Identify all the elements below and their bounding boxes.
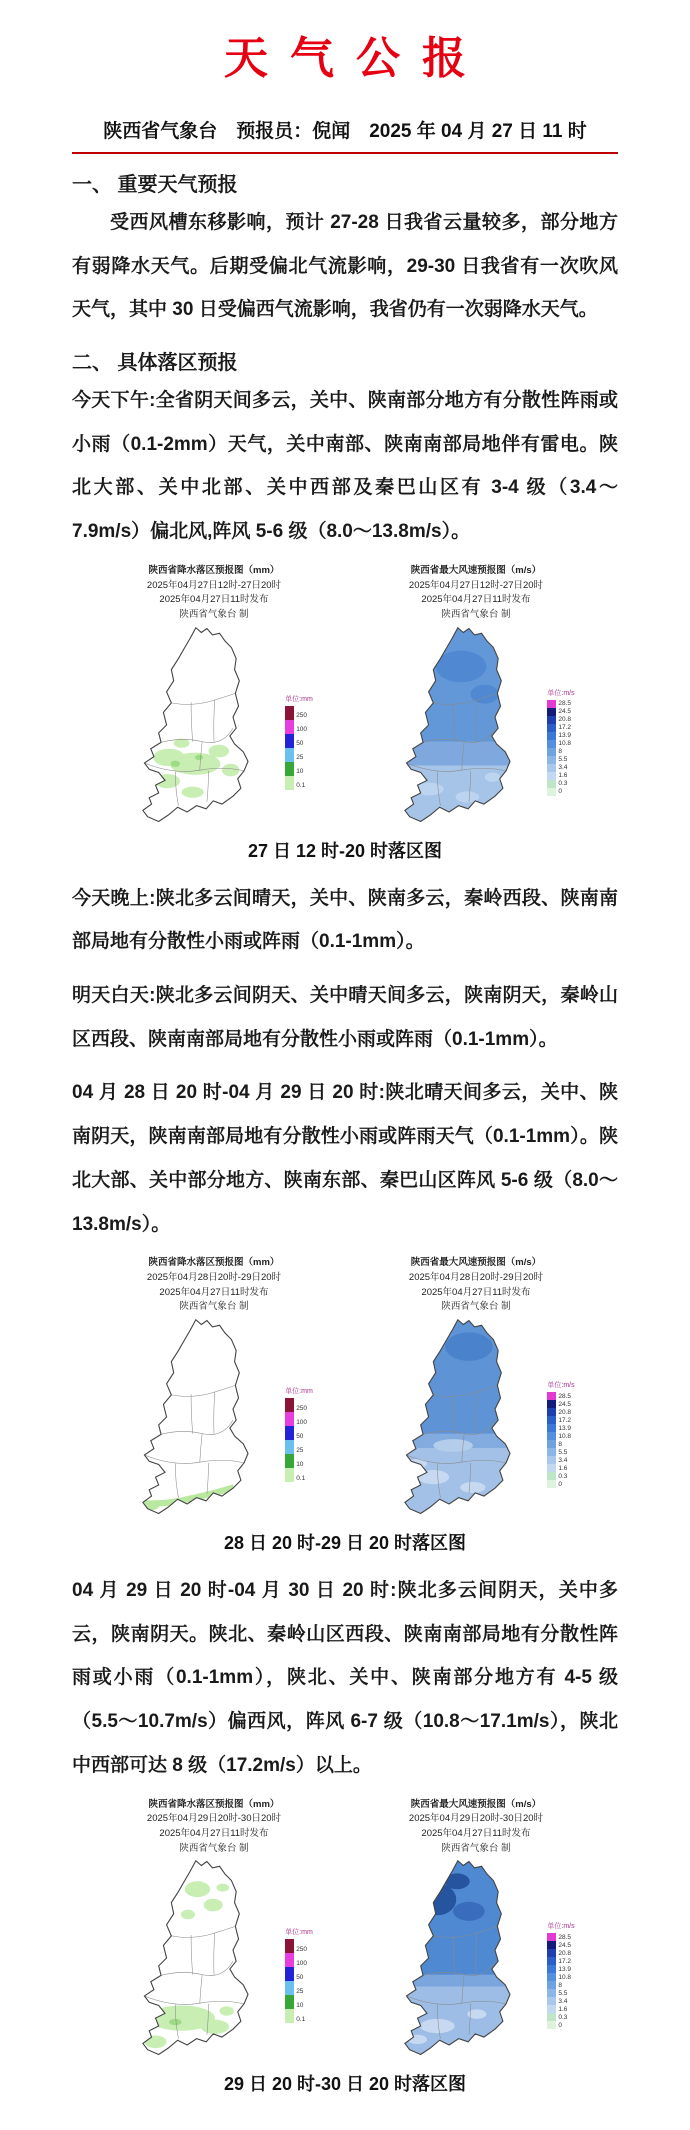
wind-legend-scale xyxy=(547,1933,574,2029)
legend-value-label: 10.8 xyxy=(558,1432,572,1440)
precip-map-1-row xyxy=(115,623,313,827)
legend-value-label: 0.1 xyxy=(296,782,306,790)
wind-map-1-header xyxy=(409,564,543,623)
legend-value-label: 1.6 xyxy=(558,2005,568,2013)
map-issue-time: 2025年04月27日11时发布 xyxy=(421,594,531,606)
legend-color-swatch xyxy=(547,732,556,740)
legend-unit-label: 单位:m/s xyxy=(547,689,575,697)
wind-legend-entry xyxy=(547,1965,574,1973)
legend-color-swatch xyxy=(285,2009,294,2023)
legend-value-label: 24.5 xyxy=(558,1941,572,1949)
wind-legend-3 xyxy=(547,1921,574,2029)
wind-legend-entry xyxy=(547,748,574,756)
wind-legend-entry xyxy=(547,1472,574,1480)
paragraph-tomorrow: 明天白天:陕北多云间阴天、关中晴天间多云，陕南阴天，秦岭山区西段、陕南南部局地有分散性小雨或阵雨（0.1-1mm）。 xyxy=(72,985,618,1050)
legend-value-label: 10.8 xyxy=(558,1973,572,1981)
precip-legend-scale xyxy=(285,1398,313,1482)
legend-value-label: 13.9 xyxy=(558,1965,572,1973)
legend-value-label: 5.5 xyxy=(558,1989,568,1997)
issuer-line xyxy=(72,116,618,154)
legend-color-swatch xyxy=(547,1997,556,2005)
legend-value-label: 17.2 xyxy=(558,1416,572,1424)
map-issue-time: 2025年04月27日11时发布 xyxy=(159,1827,269,1839)
map-issue-time: 2025年04月27日11时发布 xyxy=(421,1827,531,1839)
precip-map-1 xyxy=(115,623,283,827)
precip-legend-entry xyxy=(285,748,313,762)
bulletin-content xyxy=(0,22,690,2096)
map-producer: 陕西省气象台 制 xyxy=(179,1301,249,1313)
wind-legend-entry xyxy=(547,788,574,796)
map-producer: 陕西省气象台 制 xyxy=(179,1842,249,1854)
legend-value-label: 1.6 xyxy=(558,772,568,780)
legend-color-swatch xyxy=(547,780,556,788)
wind-legend-2 xyxy=(547,1380,574,1488)
legend-color-swatch xyxy=(547,1392,556,1400)
legend-color-swatch xyxy=(285,776,294,790)
legend-value-label: 0 xyxy=(558,1480,562,1488)
legend-color-swatch xyxy=(285,734,294,748)
precip-map-3-header xyxy=(147,1798,281,1857)
legend-color-swatch xyxy=(547,1933,556,1941)
legend-value-label: 13.9 xyxy=(558,732,572,740)
precip-legend-entry xyxy=(285,1939,313,1953)
map-title: 陕西省降水落区预报图（mm） xyxy=(148,564,280,576)
wind-legend-entry xyxy=(547,1432,574,1440)
legend-color-swatch xyxy=(547,1424,556,1432)
legend-value-label: 100 xyxy=(296,726,308,734)
legend-color-swatch xyxy=(547,1981,556,1989)
issuer-text: 陕西省气象台 预报员：倪闻 2025 年 04 月 27 日 11 时 xyxy=(103,121,587,142)
legend-value-label: 100 xyxy=(296,1959,308,1967)
legend-color-swatch xyxy=(547,1400,556,1408)
legend-color-swatch xyxy=(285,1426,294,1440)
legend-color-swatch xyxy=(547,724,556,732)
legend-color-swatch xyxy=(547,1408,556,1416)
map-title: 陕西省降水落区预报图（mm） xyxy=(148,1257,280,1269)
legend-value-label: 5.5 xyxy=(558,1448,568,1456)
legend-value-label: 10.8 xyxy=(558,740,572,748)
wind-map-1 xyxy=(377,623,545,827)
legend-color-swatch xyxy=(547,1941,556,1949)
wind-map-2-block xyxy=(345,1256,607,1519)
wind-legend-entry xyxy=(547,1416,574,1424)
wind-legend-entry xyxy=(547,1408,574,1416)
wind-map-1-block xyxy=(345,564,607,827)
wind-legend-entry xyxy=(547,740,574,748)
legend-unit-label: 单位:m/s xyxy=(547,1923,575,1931)
legend-value-label: 28.5 xyxy=(558,1392,572,1400)
wind-legend-entry xyxy=(547,2021,574,2029)
legend-color-swatch xyxy=(285,1995,294,2009)
legend-value-label: 250 xyxy=(296,1945,308,1953)
wind-legend-entry xyxy=(547,732,574,740)
precip-legend-1 xyxy=(285,694,313,790)
wind-legend-entry xyxy=(547,772,574,780)
legend-value-label: 25 xyxy=(296,1446,304,1454)
precip-legend-entry xyxy=(285,1454,313,1468)
legend-value-label: 0.1 xyxy=(296,2015,306,2023)
wind-legend-entry xyxy=(547,716,574,724)
wind-legend-entry xyxy=(547,1424,574,1432)
legend-color-swatch xyxy=(547,1480,556,1488)
precip-legend-entry xyxy=(285,1440,313,1454)
wind-legend-entry xyxy=(547,1456,574,1464)
precip-legend-entry xyxy=(285,720,313,734)
section-2-heading: 二、 具体落区预报 xyxy=(72,352,238,375)
map-pair-3 xyxy=(22,1798,668,2061)
wind-map-2-header xyxy=(409,1256,543,1315)
precip-legend-entry xyxy=(285,1953,313,1967)
wind-legend-entry xyxy=(547,1933,574,1941)
legend-color-swatch xyxy=(547,756,556,764)
legend-value-label: 10 xyxy=(296,2001,304,2009)
legend-color-swatch xyxy=(547,708,556,716)
map-valid-period: 2025年04月29日20时-30日20时 xyxy=(408,1813,544,1825)
precip-legend-entry xyxy=(285,2009,313,2023)
legend-color-swatch xyxy=(285,748,294,762)
paragraph-tonight: 今天晚上:陕北多云间晴天，关中、陕南多云，秦岭西段、陕南南部局地有分散性小雨或阵雨（0.1-1mm）。 xyxy=(72,887,618,953)
legend-color-swatch xyxy=(285,1981,294,1995)
precip-map-3-block xyxy=(83,1798,345,2061)
map-issue-time: 2025年04月27日11时发布 xyxy=(421,1286,531,1298)
wind-map-3 xyxy=(377,1856,545,2060)
precip-legend-3 xyxy=(285,1927,313,2023)
precip-legend-entry xyxy=(285,734,313,748)
legend-color-swatch xyxy=(547,1957,556,1965)
paragraph-today-afternoon: 今天下午:全省阴天间多云，关中、陕南部分地方有分散性阵雨或小雨（0.1-2mm）天气，关中南部、陕南南部局地伴有雷电。陕北大部、关中北部、关中西部及秦巴山区有 3-4 级（3.4～7.9m/s）偏北风,阵风 5-6 级（8.0～13.8m/s）。 xyxy=(72,390,618,543)
wind-map-3-row xyxy=(377,1856,574,2060)
wind-legend-entry xyxy=(547,1464,574,1472)
legend-color-swatch xyxy=(285,720,294,734)
paragraph-29-30: 04 月 29 日 20 时-04 月 30 日 20 时:陕北多云间阴天，关中多云，陕南阴天。陕北、秦岭山区西段、陕南南部局地有分散性阵雨或小雨（0.1-1mm），陕北、关中、陕南部分地方有 4-5 级（5.5～10.7m/s）偏西风，阵风 6-7 级（10.8～17.1m/s），陕北中西部可达 8 级（17.2m/s）以上。 xyxy=(72,1580,618,1776)
precip-map-3-row xyxy=(115,1856,313,2060)
legend-value-label: 5.5 xyxy=(558,756,568,764)
legend-value-label: 24.5 xyxy=(558,1400,572,1408)
map-title: 陕西省最大风速预报图（m/s） xyxy=(410,564,542,576)
precip-map-2-header xyxy=(147,1256,281,1315)
precip-legend-entry xyxy=(285,706,313,720)
legend-color-swatch xyxy=(285,1939,294,1953)
legend-value-label: 3.4 xyxy=(558,764,568,772)
wind-legend-entry xyxy=(547,1440,574,1448)
map-title: 陕西省最大风速预报图（m/s） xyxy=(410,1257,542,1269)
map-producer: 陕西省气象台 制 xyxy=(179,608,249,620)
legend-value-label: 0 xyxy=(558,788,562,796)
map-pair-1 xyxy=(22,564,668,827)
precip-legend-2 xyxy=(285,1386,313,1482)
legend-value-label: 100 xyxy=(296,1418,308,1426)
legend-color-swatch xyxy=(547,1440,556,1448)
paragraph-28-29: 04 月 28 日 20 时-04 月 29 日 20 时:陕北晴天间多云，关中、陕南阴天，陕南南部局地有分散性小雨或阵雨天气（0.1-1mm）。陕北大部、关中部分地方、陕南东部、秦巴山区阵风 5-6 级（8.0～13.8m/s）。 xyxy=(72,1082,618,1235)
wind-legend-entry xyxy=(547,1448,574,1456)
map-valid-period: 2025年04月28日20时-29日20时 xyxy=(408,1271,544,1283)
map-producer: 陕西省气象台 制 xyxy=(441,1301,511,1313)
legend-value-label: 28.5 xyxy=(558,1933,572,1941)
section-1-paragraph: 受西风槽东移影响，预计 27-28 日我省云量较多，部分地方有弱降水天气。后期受偏北气流影响，29-30 日我省有一次吹风天气，其中 30 日受偏西气流影响，我省仍有一次弱降水天气。 xyxy=(72,212,618,321)
legend-value-label: 28.5 xyxy=(558,700,572,708)
legend-value-label: 8 xyxy=(558,1981,562,1989)
wind-map-3-header xyxy=(409,1798,543,1857)
precip-map-2-block xyxy=(83,1256,345,1519)
precip-legend-scale xyxy=(285,1939,313,2023)
map-valid-period: 2025年04月29日20时-30日20时 xyxy=(146,1813,282,1825)
legend-color-swatch xyxy=(547,1989,556,1997)
section-1-heading: 一、 重要天气预报 xyxy=(72,174,238,196)
legend-color-swatch xyxy=(285,762,294,776)
legend-value-label: 20.8 xyxy=(558,716,572,724)
legend-color-swatch xyxy=(547,1472,556,1480)
wind-map-2-row xyxy=(377,1315,574,1519)
legend-value-label: 1.6 xyxy=(558,1464,568,1472)
legend-color-swatch xyxy=(547,1949,556,1957)
precip-legend-entry xyxy=(285,762,313,776)
wind-legend-entry xyxy=(547,1957,574,1965)
map-caption-3: 29 日 20 时-30 日 20 时落区图 xyxy=(223,2074,467,2095)
legend-value-label: 3.4 xyxy=(558,1997,568,2005)
legend-color-swatch xyxy=(547,788,556,796)
wind-legend-scale xyxy=(547,700,574,796)
precip-legend-entry xyxy=(285,1995,313,2009)
legend-value-label: 17.2 xyxy=(558,1957,572,1965)
map-valid-period: 2025年04月27日12时-27日20时 xyxy=(408,579,544,591)
page-title: 天气公报 xyxy=(224,34,488,83)
wind-legend-entry xyxy=(547,756,574,764)
legend-value-label: 0.1 xyxy=(296,1474,306,1482)
legend-value-label: 3.4 xyxy=(558,1456,568,1464)
legend-color-swatch xyxy=(547,2021,556,2029)
precip-legend-entry xyxy=(285,1468,313,1482)
legend-value-label: 25 xyxy=(296,754,304,762)
wind-legend-entry xyxy=(547,2013,574,2021)
legend-value-label: 0.3 xyxy=(558,1472,568,1480)
legend-value-label: 25 xyxy=(296,1987,304,1995)
legend-value-label: 0.3 xyxy=(558,780,568,788)
map-producer: 陕西省气象台 制 xyxy=(441,1842,511,1854)
legend-value-label: 50 xyxy=(296,1432,304,1440)
legend-color-swatch xyxy=(547,1448,556,1456)
legend-color-swatch xyxy=(285,1468,294,1482)
legend-color-swatch xyxy=(547,1973,556,1981)
wind-map-3-block xyxy=(345,1798,607,2061)
precip-legend-entry xyxy=(285,1967,313,1981)
wind-legend-entry xyxy=(547,1480,574,1488)
legend-unit-label: 单位:m/s xyxy=(547,1382,575,1390)
legend-value-label: 13.9 xyxy=(558,1424,572,1432)
map-valid-period: 2025年04月27日12时-27日20时 xyxy=(146,579,282,591)
precip-map-1-block xyxy=(83,564,345,827)
precip-legend-entry xyxy=(285,1398,313,1412)
wind-legend-entry xyxy=(547,708,574,716)
precip-legend-entry xyxy=(285,1426,313,1440)
map-issue-time: 2025年04月27日11时发布 xyxy=(159,1286,269,1298)
map-valid-period: 2025年04月28日20时-29日20时 xyxy=(146,1271,282,1283)
wind-map-1-row xyxy=(377,623,574,827)
legend-value-label: 8 xyxy=(558,748,562,756)
legend-unit-label: 单位:mm xyxy=(285,1388,313,1396)
wind-map-2 xyxy=(377,1315,545,1519)
precip-legend-entry xyxy=(285,1412,313,1426)
wind-legend-entry xyxy=(547,2005,574,2013)
legend-color-swatch xyxy=(547,716,556,724)
map-producer: 陕西省气象台 制 xyxy=(441,608,511,620)
map-caption-1: 27 日 12 时-20 时落区图 xyxy=(247,840,443,861)
legend-color-swatch xyxy=(285,1967,294,1981)
map-pair-2 xyxy=(22,1256,668,1519)
legend-value-label: 17.2 xyxy=(558,724,572,732)
wind-legend-entry xyxy=(547,1997,574,2005)
precip-legend-scale xyxy=(285,706,313,790)
legend-color-swatch xyxy=(547,748,556,756)
precip-legend-entry xyxy=(285,776,313,790)
legend-color-swatch xyxy=(285,1454,294,1468)
map-title: 陕西省最大风速预报图（m/s） xyxy=(410,1798,542,1810)
legend-value-label: 0 xyxy=(558,2021,562,2029)
wind-legend-scale xyxy=(547,1392,574,1488)
wind-legend-entry xyxy=(547,1981,574,1989)
precip-map-2-row xyxy=(115,1315,313,1519)
legend-color-swatch xyxy=(547,1416,556,1424)
legend-color-swatch xyxy=(285,1953,294,1967)
precip-map-1-header xyxy=(147,564,281,623)
legend-color-swatch xyxy=(547,2013,556,2021)
legend-value-label: 50 xyxy=(296,740,304,748)
legend-value-label: 24.5 xyxy=(558,708,572,716)
legend-unit-label: 单位:mm xyxy=(285,695,313,703)
wind-legend-1 xyxy=(547,688,574,796)
wind-legend-entry xyxy=(547,724,574,732)
legend-color-swatch xyxy=(547,1456,556,1464)
wind-legend-entry xyxy=(547,1392,574,1400)
legend-color-swatch xyxy=(547,2005,556,2013)
legend-color-swatch xyxy=(547,764,556,772)
legend-color-swatch xyxy=(547,1432,556,1440)
legend-color-swatch xyxy=(285,1440,294,1454)
wind-legend-entry xyxy=(547,1400,574,1408)
legend-value-label: 20.8 xyxy=(558,1949,572,1957)
legend-color-swatch xyxy=(285,706,294,720)
wind-legend-entry xyxy=(547,1941,574,1949)
legend-value-label: 20.8 xyxy=(558,1408,572,1416)
legend-color-swatch xyxy=(547,1464,556,1472)
wind-legend-entry xyxy=(547,1973,574,1981)
wind-legend-entry xyxy=(547,764,574,772)
legend-value-label: 10 xyxy=(296,1460,304,1468)
wind-legend-entry xyxy=(547,1989,574,1997)
legend-value-label: 8 xyxy=(558,1440,562,1448)
precip-map-3 xyxy=(115,1856,283,2060)
legend-value-label: 50 xyxy=(296,1973,304,1981)
legend-value-label: 250 xyxy=(296,1404,308,1412)
legend-value-label: 10 xyxy=(296,768,304,776)
wind-legend-entry xyxy=(547,780,574,788)
wind-legend-entry xyxy=(547,700,574,708)
legend-color-swatch xyxy=(285,1398,294,1412)
legend-unit-label: 单位:mm xyxy=(285,1929,313,1937)
legend-color-swatch xyxy=(547,700,556,708)
legend-color-swatch xyxy=(547,740,556,748)
map-issue-time: 2025年04月27日11时发布 xyxy=(159,594,269,606)
legend-color-swatch xyxy=(547,1965,556,1973)
legend-value-label: 250 xyxy=(296,712,308,720)
precip-legend-entry xyxy=(285,1981,313,1995)
legend-color-swatch xyxy=(547,772,556,780)
wind-legend-entry xyxy=(547,1949,574,1957)
legend-color-swatch xyxy=(285,1412,294,1426)
map-caption-2: 28 日 20 时-29 日 20 时落区图 xyxy=(223,1533,467,1554)
map-title: 陕西省降水落区预报图（mm） xyxy=(148,1798,280,1810)
precip-map-2 xyxy=(115,1315,283,1519)
legend-value-label: 0.3 xyxy=(558,2013,568,2021)
